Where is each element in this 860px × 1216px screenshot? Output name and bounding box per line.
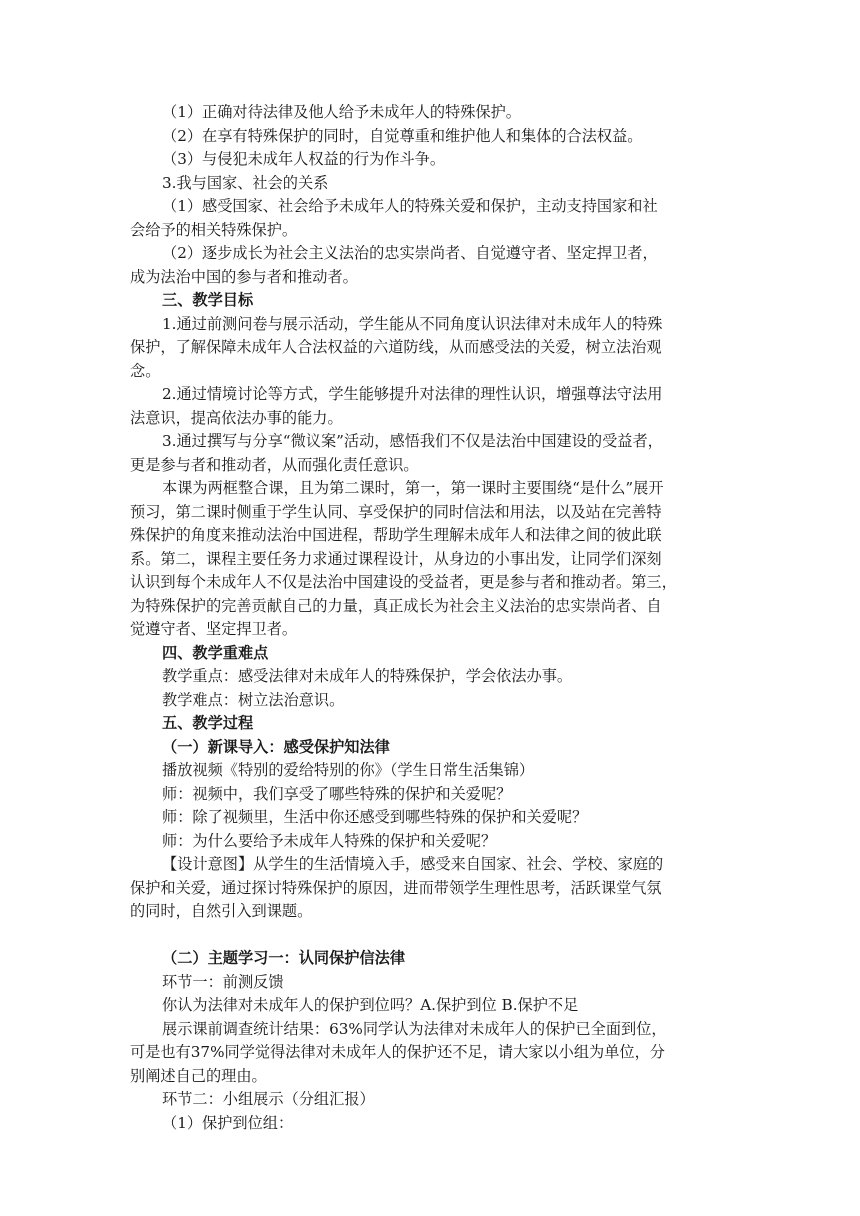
text-line: （1）保护到位组： bbox=[162, 1113, 294, 1132]
text-line: 别阐述自己的理由。 bbox=[130, 1066, 267, 1085]
text-line: 3.通过撰写与分享“微议案”活动，感悟我们不仅是法治中国建设的受益者， bbox=[162, 432, 663, 450]
section-heading: 四、教学重难点 bbox=[162, 643, 269, 662]
text-line: 本课为两框整合课，且为第二课时，第一，第一课时主要围绕“是什么”展开 bbox=[162, 479, 664, 497]
text-line: 保护，了解保障未成年人合法权益的六道防线，从而感受法的关爱，树立法治观 bbox=[130, 338, 662, 356]
section-heading: （二）主题学习一：认同保护信法律 bbox=[162, 949, 405, 967]
text-line: （1）感受国家、社会给予未成年人的特殊关爱和保护，主动支持国家和社 bbox=[162, 197, 658, 215]
text-line: 展示课前调查统计结果：63%同学认为法律对未成年人的保护已全面到位， bbox=[162, 1019, 667, 1038]
section-heading: 三、教学目标 bbox=[162, 291, 254, 309]
text-line: 保护和关爱，通过探讨特殊保护的原因，进而带领学生理性思考，活跃课堂气氛 bbox=[130, 878, 662, 897]
text-line: 师：视频中，我们享受了哪些特殊的保护和关爱呢？ bbox=[162, 784, 512, 803]
text-line: 的同时，自然引入到课题。 bbox=[130, 902, 313, 920]
section-heading: 五、教学过程 bbox=[162, 714, 254, 732]
text-line: 2.通过情境讨论等方式，学生能够提升对法律的理性认识，增强尊法守法用 bbox=[162, 385, 663, 403]
text-line: 法意识，提高依法办事的能力。 bbox=[130, 408, 343, 427]
text-line: 3.我与国家、社会的关系 bbox=[162, 173, 329, 192]
text-line: 更是参与者和推动者，从而强化责任意识。 bbox=[130, 455, 419, 474]
text-line: 可是也有37%同学觉得法律对未成年人的保护还不足，请大家以小组为单位，分 bbox=[130, 1043, 665, 1061]
text-line: （1）正确对待法律及他人给予未成年人的特殊保护。 bbox=[162, 103, 521, 121]
text-line: 播放视频《特别的爱给特别的你》（学生日常生活集锦） bbox=[162, 761, 535, 779]
text-line: 成为法治中国的参与者和推动者。 bbox=[130, 267, 358, 286]
document-body bbox=[130, 101, 730, 1135]
text-line: 环节一：前测反馈 bbox=[162, 972, 284, 991]
text-line: 预习，第二课时侧重于学生认同、享受保护的同时信法和用法，以及站在完善特 bbox=[130, 502, 662, 521]
text-line: 认识到每个未成年人不仅是法治中国建设的受益者，更是参与者和推动者。第三， bbox=[130, 573, 677, 591]
text-line: （3）与侵犯未成年人权益的行为作斗争。 bbox=[162, 150, 446, 168]
text-line: （2）在享有特殊保护的同时，自觉尊重和维护他人和集体的合法权益。 bbox=[162, 126, 643, 145]
text-line: 你认为法律对未成年人的保护到位吗？A.保护到位 B.保护不足 bbox=[162, 996, 579, 1014]
section-heading: （一）新课导入：感受保护知法律 bbox=[162, 737, 390, 756]
text-line: 会给予的相关特殊保护。 bbox=[130, 220, 298, 239]
text-line: 1.通过前测问卷与展示活动，学生能从不同角度认识法律对未成年人的特殊 bbox=[162, 314, 663, 333]
text-line: （2）逐步成长为社会主义法治的忠实崇尚者、自觉遵守者、坚定捍卫者， bbox=[162, 244, 658, 262]
text-line: 师：除了视频里，生活中你还感受到哪些特殊的保护和关爱呢？ bbox=[162, 808, 588, 826]
text-line: 系。第二，课程主要任务力求通过课程设计，从身边的小事出发，让同学们深刻 bbox=[130, 549, 662, 568]
text-line: 殊保护的角度来推动法治中国进程，帮助学生理解未成年人和法律之间的彼此联 bbox=[130, 526, 662, 544]
text-line: 教学难点：树立法治意识。 bbox=[162, 690, 345, 709]
text-line: 环节二：小组展示（分组汇报） bbox=[162, 1090, 375, 1108]
text-line: 念。 bbox=[130, 361, 161, 380]
text-line: 教学重点：感受法律对未成年人的特殊保护，学会依法办事。 bbox=[162, 667, 573, 685]
text-line: 为特殊保护的完善贡献自己的力量，真正成长为社会主义法治的忠实崇尚者、自 bbox=[130, 596, 662, 615]
text-line: 觉遵守者、坚定捍卫者。 bbox=[130, 620, 298, 638]
text-line: 【设计意图】从学生的生活情境入手，感受来自国家、社会、学校、家庭的 bbox=[162, 855, 664, 873]
text-line bbox=[130, 924, 730, 948]
text-line: 师：为什么要给予未成年人特殊的保护和关爱呢？ bbox=[162, 831, 497, 850]
